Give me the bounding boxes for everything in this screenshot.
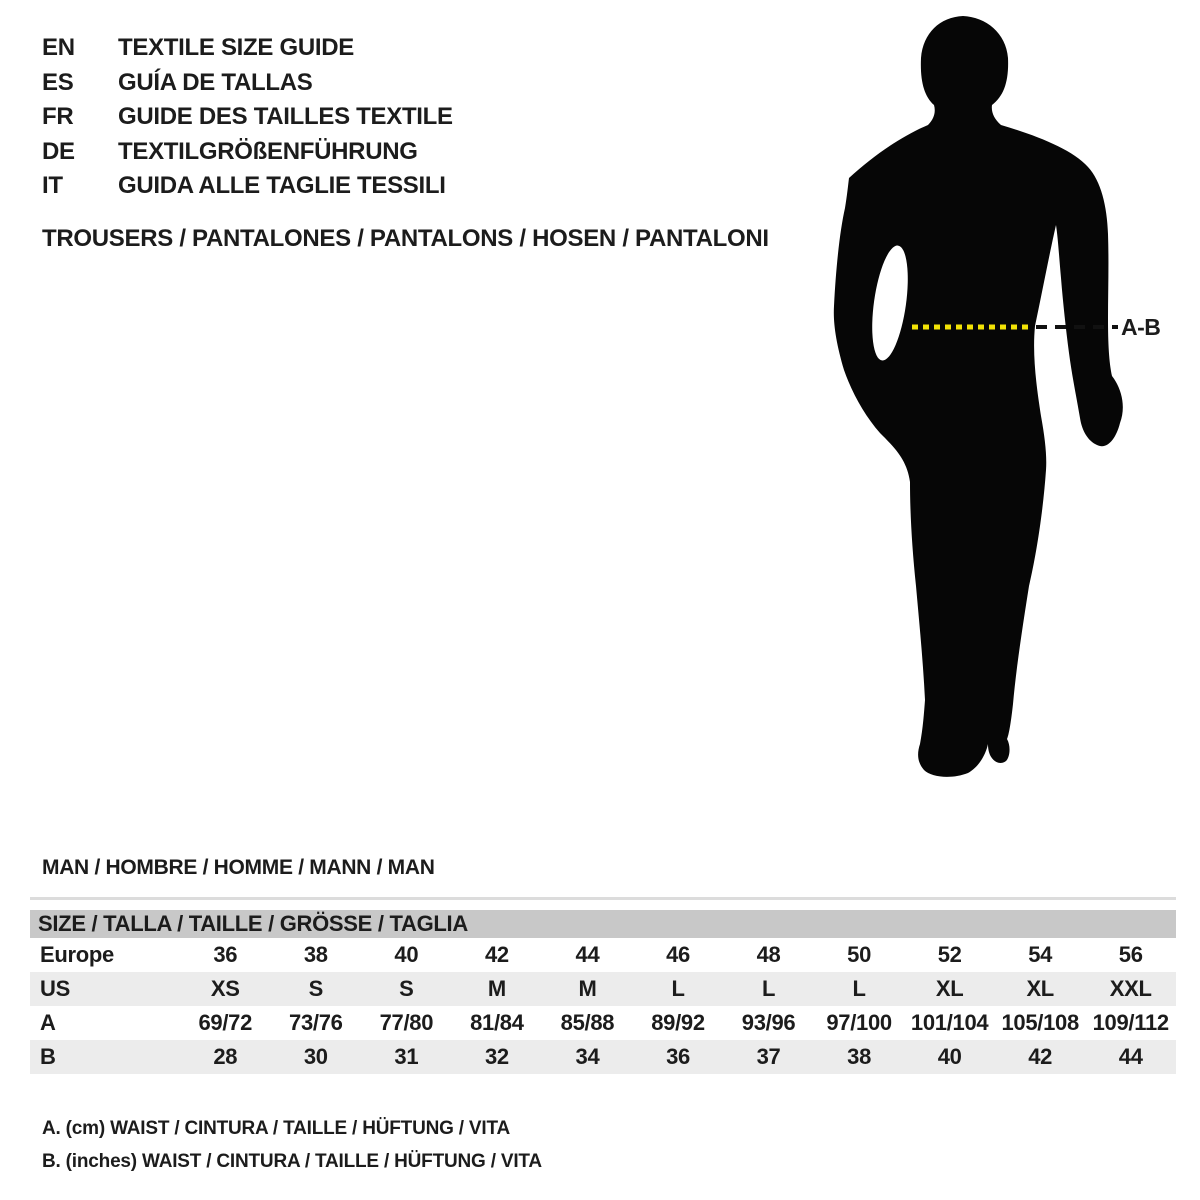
size-cell: M [578, 976, 597, 1001]
size-cell: 40 [394, 942, 419, 967]
size-cell: 34 [575, 1044, 600, 1069]
size-cell: 101/104 [910, 1010, 989, 1035]
measure-label: A-B [1121, 314, 1161, 340]
row-label: A [40, 1010, 56, 1035]
size-cell: 93/96 [741, 1010, 796, 1035]
size-cell: 69/72 [198, 1010, 253, 1035]
size-cell: S [399, 976, 414, 1001]
size-cell: L [852, 976, 866, 1001]
size-cell: 81/84 [470, 1010, 524, 1035]
size-cell: XL [1026, 976, 1054, 1001]
size-cell: 42 [484, 942, 509, 967]
language-code: DE [42, 137, 75, 165]
measure-notes [42, 1112, 542, 1178]
size-cell: L [761, 976, 776, 1001]
language-title: TEXTILGRÖßENFÜHRUNG [118, 137, 418, 165]
size-cell: 38 [303, 942, 328, 967]
table-row [30, 1006, 1176, 1040]
size-cell: 109/112 [1092, 1010, 1169, 1035]
row-label: B [40, 1044, 56, 1069]
size-cell: 38 [847, 1044, 872, 1069]
size-cell: 54 [1028, 942, 1053, 967]
size-cell: 42 [1028, 1044, 1053, 1069]
size-cell: 97/100 [826, 1010, 892, 1035]
row-label: Europe [40, 942, 114, 967]
size-cell: 44 [1118, 1044, 1143, 1069]
language-code: IT [42, 172, 63, 199]
size-cell: 56 [1118, 942, 1143, 967]
size-cell: 40 [937, 1044, 962, 1069]
row-label: US [40, 976, 70, 1001]
table-header-bar: SIZE / TALLA / TAILLE / GRÖSSE / TAGLIA [30, 910, 1176, 938]
size-cell: L [671, 976, 685, 1001]
size-cell: 36 [213, 942, 238, 967]
table-row [30, 938, 1176, 972]
category-heading: TROUSERS / PANTALONES / PANTALONS / HOSEN / PANTALONI [42, 225, 769, 252]
size-cell: 85/88 [560, 1010, 615, 1035]
language-title: TEXTILE SIZE GUIDE [118, 34, 354, 61]
language-code: ES [42, 68, 74, 96]
language-code: FR [42, 103, 74, 130]
size-table [30, 897, 1176, 1074]
man-silhouette-figure [820, 8, 1160, 798]
measure-note-line: B. (inches) WAIST / CINTURA / TAILLE / HÜFTUNG / VITA [42, 1151, 542, 1172]
table-rows [30, 938, 1176, 1074]
size-cell: 105/108 [1001, 1010, 1079, 1035]
size-cell: 30 [303, 1044, 328, 1069]
size-cell: 32 [484, 1044, 509, 1069]
size-cell: 31 [394, 1044, 419, 1069]
size-cell: 36 [666, 1044, 690, 1069]
language-code: EN [42, 34, 75, 61]
language-title: GUIDE DES TAILLES TEXTILE [118, 103, 453, 130]
table-row [30, 1040, 1176, 1074]
size-cell: 48 [756, 942, 781, 967]
table-row [30, 972, 1176, 1006]
size-cell: 44 [575, 942, 600, 967]
gender-heading: MAN / HOMBRE / HOMME / MANN / MAN [42, 856, 435, 879]
size-cell: XXL [1109, 976, 1152, 1001]
size-cell: 89/92 [651, 1010, 705, 1035]
size-cell: M [487, 976, 506, 1001]
size-cell: 73/76 [289, 1010, 343, 1035]
language-title-list [42, 31, 453, 204]
language-title: GUÍA DE TALLAS [118, 68, 313, 96]
size-cell: 46 [666, 942, 690, 967]
size-cell: 77/80 [379, 1010, 434, 1035]
size-cell: S [308, 976, 323, 1001]
measure-note-line: A. (cm) WAIST / CINTURA / TAILLE / HÜFTUNG / VITA [42, 1118, 510, 1139]
size-cell: XS [210, 976, 240, 1001]
table-top-rule [30, 897, 1176, 900]
man-silhouette-shape [834, 16, 1123, 777]
size-cell: 37 [756, 1044, 781, 1069]
size-cell: 52 [937, 942, 962, 967]
size-cell: 50 [847, 942, 872, 967]
size-cell: XL [935, 976, 964, 1001]
language-title: GUIDA ALLE TAGLIE TESSILI [118, 172, 446, 199]
size-cell: 28 [213, 1044, 238, 1069]
